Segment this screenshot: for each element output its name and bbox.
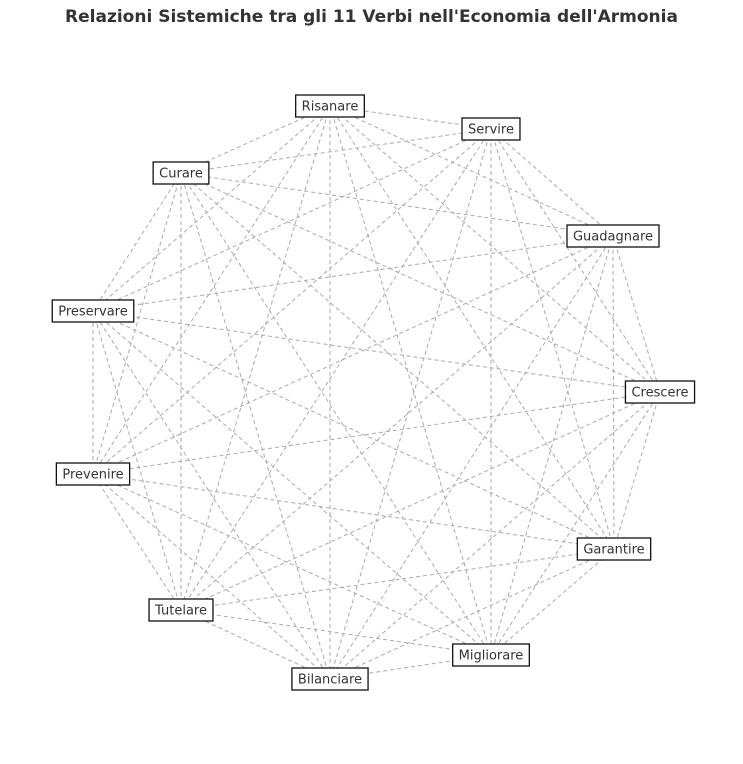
nodes-layer — [52, 95, 694, 690]
edge-crescere-migliorare — [491, 392, 660, 655]
edge-servire-crescere — [491, 129, 660, 392]
edge-servire-guadagnare — [491, 129, 613, 236]
edge-risanare-garantire — [330, 106, 614, 549]
node-servire — [462, 118, 520, 140]
node-bilanciare — [292, 668, 368, 690]
node-tutelare — [149, 599, 213, 621]
edge-risanare-preservare — [93, 106, 330, 311]
node-crescere — [625, 381, 694, 403]
node-label: Bilanciare — [297, 672, 363, 688]
edge-tutelare-preservare — [93, 311, 181, 610]
edge-garantire-curare — [181, 173, 614, 549]
edge-guadagnare-curare — [181, 173, 613, 236]
node-curare — [153, 162, 209, 184]
edge-guadagnare-garantire — [613, 236, 614, 549]
edge-crescere-curare — [181, 173, 660, 392]
edge-crescere-prevenire — [93, 392, 660, 474]
edge-crescere-tutelare — [181, 392, 660, 610]
edge-risanare-prevenire — [93, 106, 330, 474]
edge-servire-bilanciare — [330, 129, 491, 679]
node-risanare — [296, 95, 365, 117]
edge-servire-curare — [181, 129, 491, 173]
node-label: Tutelare — [155, 603, 207, 619]
node-migliorare — [453, 644, 530, 666]
edge-crescere-garantire — [614, 392, 660, 549]
node-label: Prevenire — [62, 467, 124, 483]
node-label: Garantire — [583, 542, 645, 558]
edge-crescere-preservare — [93, 311, 660, 392]
edge-guadagnare-crescere — [613, 236, 660, 392]
edges-layer — [93, 106, 660, 679]
edge-risanare-crescere — [330, 106, 660, 392]
edge-guadagnare-prevenire — [93, 236, 613, 474]
edge-servire-preservare — [93, 129, 491, 311]
edge-garantire-tutelare — [181, 549, 614, 610]
edge-garantire-prevenire — [93, 474, 614, 549]
node-garantire — [577, 538, 650, 560]
edge-prevenire-curare — [93, 173, 181, 474]
edge-migliorare-tutelare — [181, 610, 491, 655]
node-label: Guadagnare — [572, 229, 654, 245]
edge-guadagnare-tutelare — [181, 236, 613, 610]
edge-garantire-preservare — [93, 311, 614, 549]
node-label: Crescere — [631, 385, 689, 401]
node-label: Servire — [468, 122, 514, 138]
edge-migliorare-prevenire — [93, 474, 491, 655]
node-label: Preservare — [58, 304, 128, 320]
node-prevenire — [56, 463, 129, 485]
edge-guadagnare-preservare — [93, 236, 613, 311]
edge-garantire-migliorare — [491, 549, 614, 655]
node-label: Migliorare — [458, 648, 524, 664]
node-guadagnare — [567, 225, 659, 247]
edge-guadagnare-bilanciare — [330, 236, 613, 679]
node-preservare — [52, 300, 134, 322]
edge-preservare-curare — [93, 173, 181, 311]
diagram-title: Relazioni Sistemiche tra gli 11 Verbi nell'Economia dell'Armonia — [65, 7, 678, 27]
node-label: Curare — [159, 166, 203, 182]
edge-bilanciare-preservare — [93, 311, 330, 679]
edge-bilanciare-prevenire — [93, 474, 330, 679]
edge-servire-tutelare — [181, 129, 491, 610]
edge-risanare-migliorare — [330, 106, 491, 655]
edge-migliorare-curare — [181, 173, 491, 655]
node-label: Risanare — [301, 99, 359, 115]
